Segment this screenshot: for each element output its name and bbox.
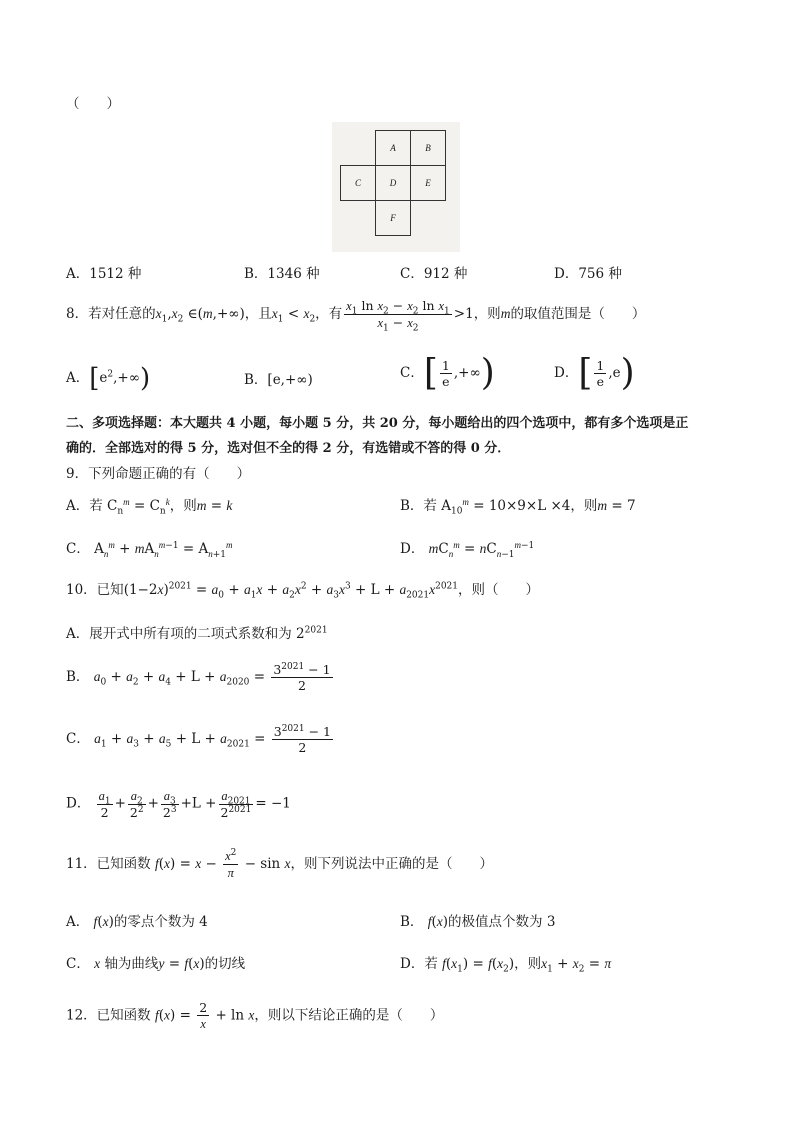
q7-option-d: D．756 种	[554, 266, 622, 282]
q8-option-a: A．$[e^2,+\infty)$	[66, 363, 151, 394]
q10-option-b: B． $a_0 + a_2 + a_4 + L + a_{2020}$ = $\frac{3^{2021} - 1}{2}$	[66, 661, 331, 693]
q8-stem-b: ，且	[244, 306, 272, 322]
q8-stem-a: 若对任意的	[88, 306, 156, 322]
q9-option-d: D． $mC_n^m = nC_{n-1}^{m-1}$	[400, 539, 535, 560]
net-cell-c: C	[340, 165, 376, 201]
q11-option-a: A． f(x)的零点个数为 4	[66, 914, 208, 930]
q7-option-a: A．1512 种	[66, 266, 142, 282]
q10-option-a: A．展开式中所有项的二项式系数和为 $2^{2021}$	[66, 625, 328, 642]
net-cell-e: E	[410, 165, 446, 201]
net-cell-f: F	[375, 200, 411, 236]
q11-option-d: D．若 $f(x_1) = f(x_2)$，则$x_1 + x_2 = \pi$	[400, 956, 612, 975]
q9-option-b: B．若 $A_{10}^m = 10\times 9\times L \times 4$，则m = 7	[400, 496, 636, 517]
q11-option-b: B． f(x)的极值点个数为 3	[400, 914, 556, 930]
q8-fraction: $\frac{x_1 \ln x_2 - x_2 \ln x_1}{x_1 - x_2}$	[346, 298, 450, 334]
q9-stem: 9．下列命题正确的有（ ）	[66, 466, 251, 482]
net-cell-a: A	[375, 130, 411, 166]
q8-stem-d: ，则	[473, 306, 501, 322]
q7-option-c: C．912 种	[400, 266, 468, 282]
q10-option-c: C． $a_1 + a_3 + a_5 + L + a_{2021}$ = $\frac{3^{2021} - 1}{2}$	[66, 723, 331, 755]
q12-stem: 12．已知函数 f(x) = $\frac{2}{x}$ + ln x，则以下结论正确的是（ ）	[66, 1000, 444, 1031]
section2-title: 二、多项选择题：本大题共 4 小题，每小题 5 分，共 20 分，每小题给出的四个选项中，都有多个选项是正	[66, 416, 689, 431]
q7-paren: （ ）	[66, 96, 120, 112]
cube-net-figure	[332, 122, 460, 252]
q10-option-d: D． $\frac{a_1}{2}$ + $\frac{a_2}{2^2}$ + $\frac{a_3}{2^3}$ +L + $\frac{a_{2021}}{2^{2021}}$ = −1	[66, 789, 291, 820]
q10-stem: 10．已知$(1-2x)^{2021} = a_0 + a_1x + a_2x^2 + a_3x^3 + L + a_{2021}x^{2021}$，则（ ）	[66, 581, 539, 601]
q8-stem-e: 的取值范围是（ ）	[510, 306, 646, 322]
q7-option-b: B．1346 种	[244, 266, 320, 282]
q8-option-c: C．[ $\frac{1}{e}$ ,+∞)	[400, 352, 495, 394]
q8-num: 8．	[66, 306, 89, 322]
q9-option-c: C． $A_n^m + mA_n^{m-1} = A_{n+1}^m$	[66, 539, 233, 560]
q8-stem-c: ，有	[315, 306, 343, 322]
section2-title2: 确的．全部选对的得 5 分，选对但不全的得 2 分，有选错或不答的得 0 分．	[66, 441, 511, 456]
q8-stem: 8．若对任意的$x_1,x_2$ ∈(m,+∞)，且$x_1 < x_2$，有 $\frac{x_1 \ln x_2 - x_2 \ln x_1}{x_1 - x_2}$ >1，则m的取值范围是（ ）	[66, 298, 646, 334]
net-cell-d: D	[375, 165, 411, 201]
q8-option-d: D．[ $\frac{1}{e}$ ,e)	[554, 352, 635, 394]
net-cell-b: B	[410, 130, 446, 166]
q9-option-a: A．若 $C_n^m = C_n^k$，则m = k	[66, 496, 233, 517]
q11-option-c: C． x 轴为曲线y = f(x)的切线	[66, 956, 246, 972]
q8-option-b: B．[e,+∞)	[244, 372, 313, 388]
q11-stem: 11．已知函数 f(x) = x − $\frac{x^2}{\pi}$ − sin x，则下列说法中正确的是（ ）	[66, 847, 494, 880]
